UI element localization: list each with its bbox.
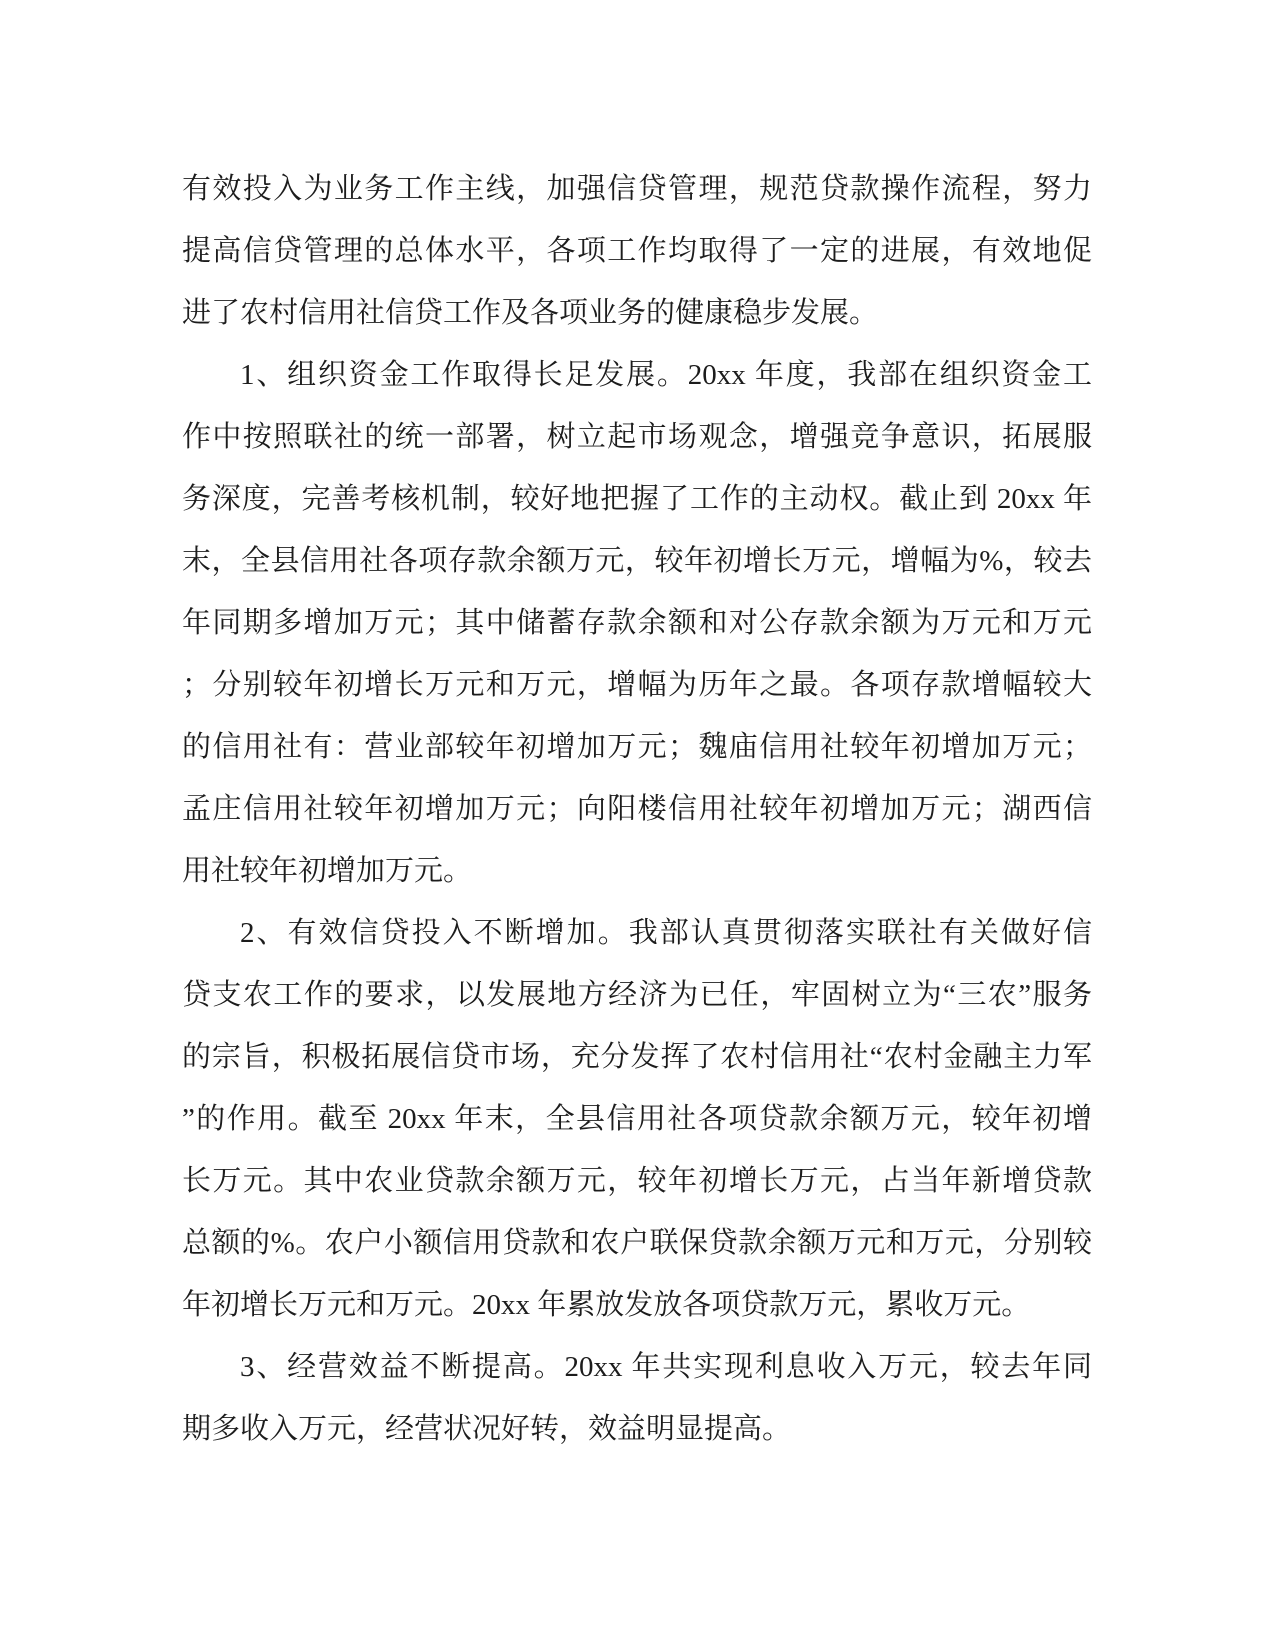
text-line: 年初增长万元和万元。20xx 年累放发放各项贷款万元，累收万元。 xyxy=(182,1289,1031,1321)
text-line: 2、有效信贷投入不断增加。我部认真贯彻落实联社有关做好信 xyxy=(240,917,1092,949)
text-line: 末，全县信用社各项存款余额万元，较年初增长万元，增幅为%，较去 xyxy=(182,545,1092,577)
text-line: 的信用社有：营业部较年初增加万元；魏庙信用社较年初增加万元； xyxy=(182,731,1092,763)
text-line: 进了农村信用社信贷工作及各项业务的健康稳步发展。 xyxy=(182,297,879,329)
text-line: 务深度，完善考核机制，较好地把握了工作的主动权。截止到 20xx 年 xyxy=(182,483,1092,515)
text-line: 作中按照联社的统一部署，树立起市场观念，增强竞争意识，拓展服 xyxy=(182,421,1092,453)
text-line: 的宗旨，积极拓展信贷市场，充分发挥了农村信用社“农村金融主力军 xyxy=(182,1041,1092,1073)
text-line: 提高信贷管理的总体水平，各项工作均取得了一定的进展，有效地促 xyxy=(182,235,1092,267)
paragraph-2 xyxy=(182,344,1092,902)
text-line: 用社较年初增加万元。 xyxy=(182,855,473,887)
text-line: 长万元。其中农业贷款余额万元，较年初增长万元，占当年新增贷款 xyxy=(182,1165,1092,1197)
text-line: 贷支农工作的要求，以发展地方经济为已任，牢固树立为“三农”服务 xyxy=(182,979,1092,1011)
text-line: 期多收入万元，经营状况好转，效益明显提高。 xyxy=(182,1413,792,1445)
text-line: 3、经营效益不断提高。20xx 年共实现利息收入万元，较去年同 xyxy=(240,1351,1092,1383)
paragraph-3 xyxy=(182,902,1092,1336)
paragraph-4 xyxy=(182,1336,1092,1460)
text-line: 总额的%。农户小额信用贷款和农户联保贷款余额万元和万元，分别较 xyxy=(182,1227,1092,1259)
text-line: 孟庄信用社较年初增加万元；向阳楼信用社较年初增加万元；湖西信 xyxy=(182,793,1092,825)
document-body xyxy=(182,158,1092,1460)
paragraph-1 xyxy=(182,158,1092,344)
text-line: ；分别较年初增长万元和万元，增幅为历年之最。各项存款增幅较大 xyxy=(182,669,1092,701)
text-line: 年同期多增加万元；其中储蓄存款余额和对公存款余额为万元和万元 xyxy=(182,607,1092,639)
text-line: 1、组织资金工作取得长足发展。20xx 年度，我部在组织资金工 xyxy=(240,359,1092,391)
text-line: ”的作用。截至 20xx 年末，全县信用社各项贷款余额万元，较年初增 xyxy=(182,1103,1092,1135)
text-line: 有效投入为业务工作主线，加强信贷管理，规范贷款操作流程，努力 xyxy=(182,173,1092,205)
